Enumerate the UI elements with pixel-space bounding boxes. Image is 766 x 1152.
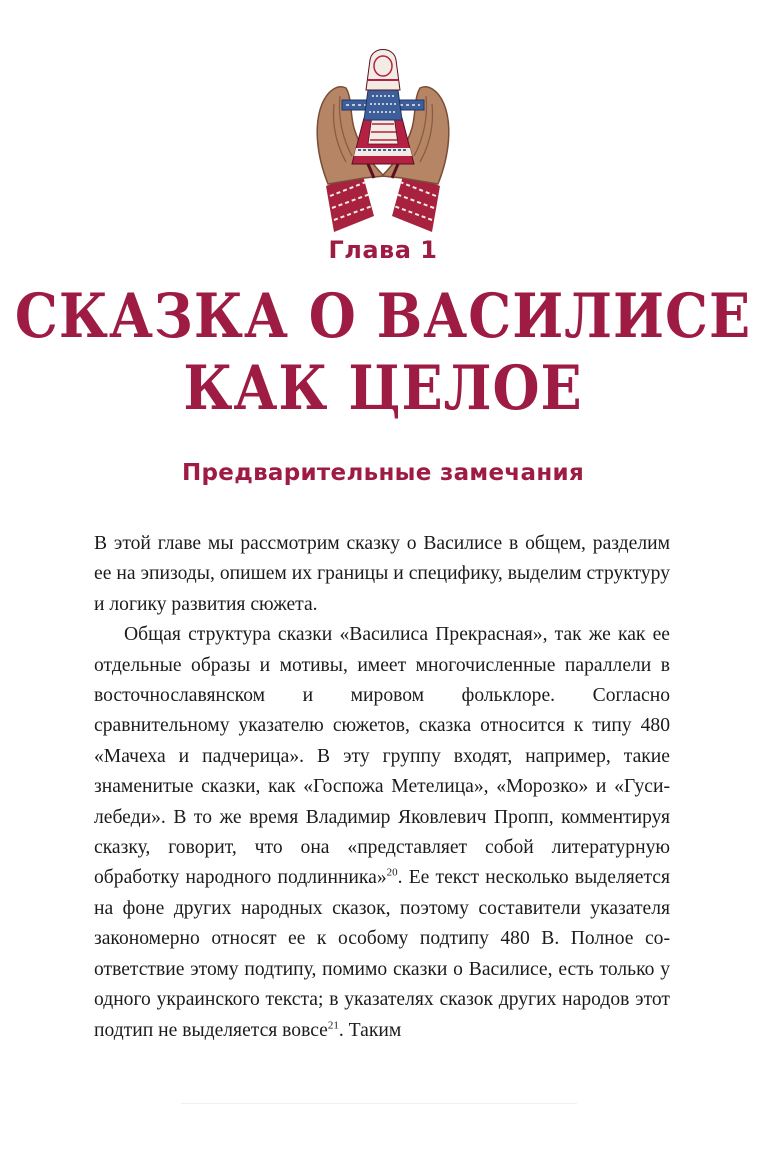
footer-divider [181,1103,577,1104]
hands-holding-doll-illustration [312,44,454,232]
paragraph-2 [94,620,670,1046]
footnote-ref-21[interactable]: 21 [327,1018,339,1031]
doll-face [374,56,392,76]
hands-holding-folk-doll-icon [317,50,449,233]
doll-torso [364,90,402,120]
body-text [94,529,670,1046]
chapter-title [0,280,766,423]
section-heading: Предварительные замечания [181,460,585,486]
paragraph-2-part-1: Общая структура сказки «Василиса Прекрасная», так же как ее отдельные образы и мотивы, имеет многочисленные параллели в восточнославянском и мировом фольклоре. Согласно сравнительному указателю сюжетов, сказка относится к типу 480 «Мачеха и падчерица». В эту группу входят, например, такие знаменитые сказки, как «Госпожа Метелица», «Морозко» и «Гуси-лебеди». В то же время Владимир Яковлевич Пропп, комментируя сказку, говорит, что она «представляет собой литературную обработку народного подлинника» [94,624,670,889]
paragraph-2-part-2: . Ее текст несколько выделяется на фоне других народных сказок, поэтому составители указателя закономерно относят ее к особому подтипу 480 B. Полное соответствие этому подтипу, помимо сказки о Василисе, есть только у одного украинского текста; в указателях сказок других народов этот подтип не выделяется вовсе [94,867,670,1041]
footnote-ref-20[interactable]: 20 [386,866,398,879]
paragraph-1: В этой главе мы рассмотрим сказку о Василисе в общем, разделим ее на эпизоды, опишем их границы и специфику, выделим структуру и логику развития сюжета. [94,533,670,615]
chapter-title-line-1: СКАЗКА О ВАСИЛИСЕ [14,280,752,352]
chapter-label: Глава 1 [328,236,438,264]
paragraph-2-part-3: . Таким [338,1019,402,1041]
chapter-title-line-2: КАК ЦЕЛОЕ [183,351,583,424]
